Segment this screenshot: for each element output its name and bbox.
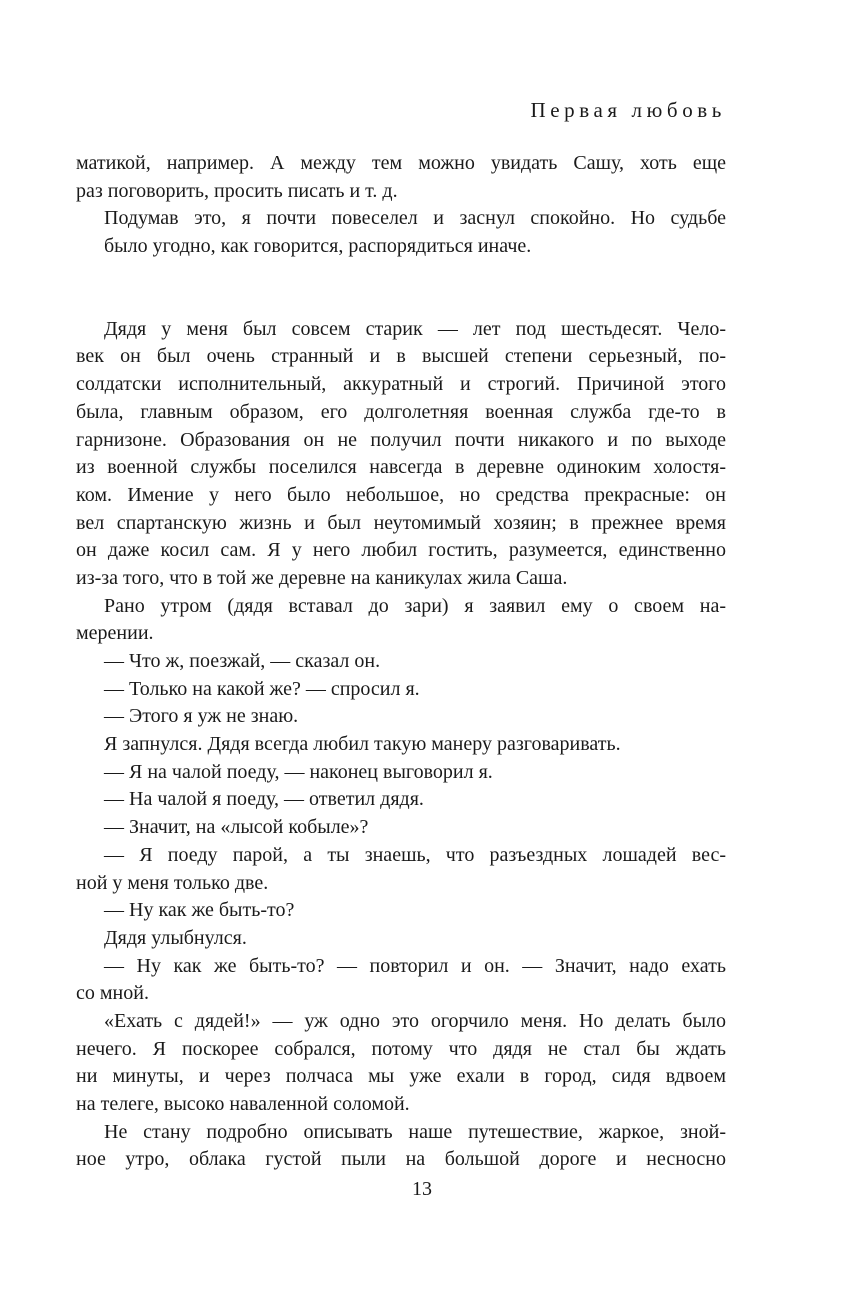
text-line: — Ну как же быть-то?	[104, 899, 295, 922]
text-line: раз поговорить, просить писать и т. д.	[76, 179, 398, 202]
text-line: из военной службы поселился навсегда в деревне одиноким холостя-	[76, 456, 726, 479]
text-line: со мной.	[76, 982, 149, 1005]
running-title: Первая любовь	[530, 98, 726, 122]
text-line: Я запнулся. Дядя всегда любил такую манеру разговаривать.	[104, 733, 621, 756]
body-text	[76, 150, 726, 1174]
text-line: на телеге, высоко наваленной соломой.	[76, 1093, 410, 1115]
text-line: Рано утром (дядя вставал до зари) я заявил ему о своем на-	[104, 594, 726, 617]
text-line: — Что ж, поезжай, — сказал он.	[104, 650, 381, 672]
text-line: — Только на какой же? — спросил я.	[104, 677, 420, 700]
text-line: мерении.	[76, 622, 154, 645]
text-line: ное утро, облака густой пыли на большой дороге и несносно	[76, 1148, 726, 1171]
text-line: гарнизоне. Образования он не получил почти никакого и по выходе	[76, 428, 726, 451]
text-line: «Ехать с дядей!» — уж одно это огорчило меня. Но делать было	[104, 1009, 726, 1032]
text-line: — Ну как же быть-то? — повторил и он. — Значит, надо ехать	[104, 954, 726, 977]
text-line: было угодно, как говорится, распорядиться иначе.	[104, 235, 532, 258]
text-line: Дядя у меня был совсем старик — лет под шестьдесят. Чело-	[104, 317, 726, 340]
text-line: солдатски исполнительный, аккуратный и строгий. Причиной этого	[76, 373, 726, 396]
text-line: ком. Имение у него было небольшое, но средства прекрасные: он	[76, 483, 726, 506]
text-line: была, главным образом, его долголетняя военная служба где-то в	[76, 400, 726, 423]
text-line: Дядя улыбнулся.	[104, 926, 247, 949]
text-line: — Я поеду парой, а ты знаешь, что разъездных лошадей вес-	[104, 843, 726, 866]
text-line: нечего. Я поскорее собрался, потому что дядя не стал бы ждать	[76, 1037, 726, 1060]
text-line: — Я на чалой поеду, — наконец выговорил я.	[104, 760, 493, 783]
text-line: ни минуты, и через полчаса мы уже ехали в город, сидя вдвоем	[76, 1065, 726, 1088]
text-line: Подумав это, я почти повеселел и заснул спокойно. Но судьбе	[104, 207, 726, 230]
page-number: 13	[412, 1178, 432, 1200]
text-line: из-за того, что в той же деревне на каникулах жила Саша.	[76, 566, 568, 589]
text-line: век он был очень странный и в высшей степени серьезный, по-	[76, 345, 726, 368]
text-line: вел спартанскую жизнь и был неутомимый хозяин; в прежнее время	[76, 511, 726, 534]
text-line: — Этого я уж не знаю.	[104, 705, 299, 728]
text-line: он даже косил сам. Я у него любил гостить, разумеется, единственно	[76, 539, 726, 562]
text-line: матикой, например. А между тем можно увидать Сашу, хоть еще	[76, 152, 726, 174]
text-line: — На чалой я поеду, — ответил дядя.	[104, 788, 424, 811]
section-break	[76, 261, 726, 316]
text-line: Не стану подробно описывать наше путешествие, жаркое, зной-	[104, 1120, 726, 1143]
text-line: ной у меня только две.	[76, 871, 269, 894]
text-line: — Значит, на «лысой кобыле»?	[104, 816, 369, 839]
